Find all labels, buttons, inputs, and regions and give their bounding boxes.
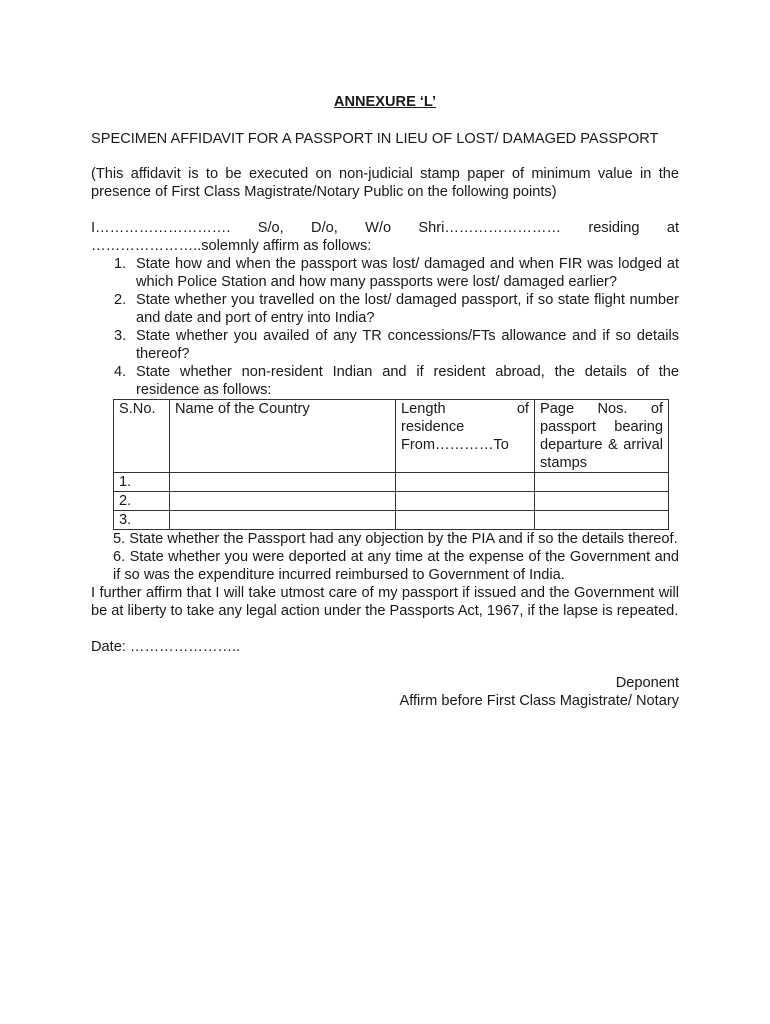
table-row: [114, 473, 669, 492]
point-item: [91, 363, 679, 399]
row-page-cell: [535, 473, 669, 492]
point-text: State whether you travelled on the lost/ damaged passport, if so state flight number and date and port of entry into India?: [136, 292, 679, 326]
point-5: 5. State whether the Passport had any objection by the PIA and if so the details thereof.: [113, 531, 678, 547]
row-country-cell: [170, 511, 396, 530]
affirm-line: [91, 219, 679, 237]
header-page-nos: Page Nos. of passport bearing departure & arrival stamps: [535, 400, 669, 473]
row-sno: 1.: [114, 473, 170, 492]
point-item: [91, 291, 679, 327]
deponent-name-blank: I……………………….: [91, 220, 231, 236]
row-sno: 2.: [114, 492, 170, 511]
point-6: 6. State whether you were deported at any time at the expense of the Government and if so was the expenditure incurred reimbursed to Government of India.: [113, 549, 679, 583]
points-list: [91, 255, 679, 399]
residence-table: [113, 399, 669, 530]
relation-do: D/o,: [311, 220, 338, 236]
point-item: [91, 255, 679, 291]
row-length-cell: [396, 492, 535, 511]
row-sno: 3.: [114, 511, 170, 530]
row-page-cell: [535, 511, 669, 530]
row-page-cell: [535, 492, 669, 511]
point-text: State whether you availed of any TR concessions/FTs allowance and if so details thereof?: [136, 328, 679, 362]
shri-blank: Shri……………………: [418, 220, 562, 236]
affidavit-subject: SPECIMEN AFFIDAVIT FOR A PASSPORT IN LIEU OF LOST/ DAMAGED PASSPORT: [91, 131, 659, 147]
header-length: Length of residence From…………To: [396, 400, 535, 473]
relation-wo: W/o: [365, 220, 392, 236]
row-country-cell: [170, 492, 396, 511]
solemnly-affirm-line: …………………..solemnly affirm as follows:: [91, 238, 372, 254]
affirm-before-label: Affirm before First Class Magistrate/ Notary: [399, 693, 679, 709]
point-number: 3.: [114, 328, 127, 344]
execution-note: (This affidavit is to be executed on non-judicial stamp paper of minimum value in the presence of First Class Magistrate/Notary Public on the following points): [91, 166, 679, 200]
row-length-cell: [396, 473, 535, 492]
deponent-label: Deponent: [615, 675, 679, 691]
table-row: [114, 511, 669, 530]
date-line: Date: …………………..: [91, 639, 241, 655]
row-country-cell: [170, 473, 396, 492]
point-number: 2.: [114, 292, 127, 308]
further-affirmation: I further affirm that I will take utmost care of my passport if issued and the Government will be at liberty to take any legal action under the Passports Act, 1967, if the lapse is repeated.: [91, 585, 679, 619]
point-number: 1.: [114, 256, 127, 272]
point-item: [91, 327, 679, 363]
header-country: Name of the Country: [170, 400, 396, 473]
table-row: [114, 492, 669, 511]
table-header-row: [114, 400, 669, 473]
at-word: at: [666, 220, 679, 236]
relation-so: S/o,: [257, 220, 284, 236]
point-number: 4.: [114, 364, 127, 380]
row-length-cell: [396, 511, 535, 530]
affidavit-page: [91, 93, 679, 710]
annexure-title: ANNEXURE ‘L’: [333, 94, 437, 110]
point-text: State how and when the passport was lost/ damaged and when FIR was lodged at which Police Station and how many passports were lost/ damaged earlier?: [136, 256, 679, 290]
header-sno: S.No.: [114, 400, 170, 473]
residing-word: residing: [588, 220, 640, 236]
point-text: State whether non-resident Indian and if resident abroad, the details of the residence as follows:: [136, 364, 679, 398]
